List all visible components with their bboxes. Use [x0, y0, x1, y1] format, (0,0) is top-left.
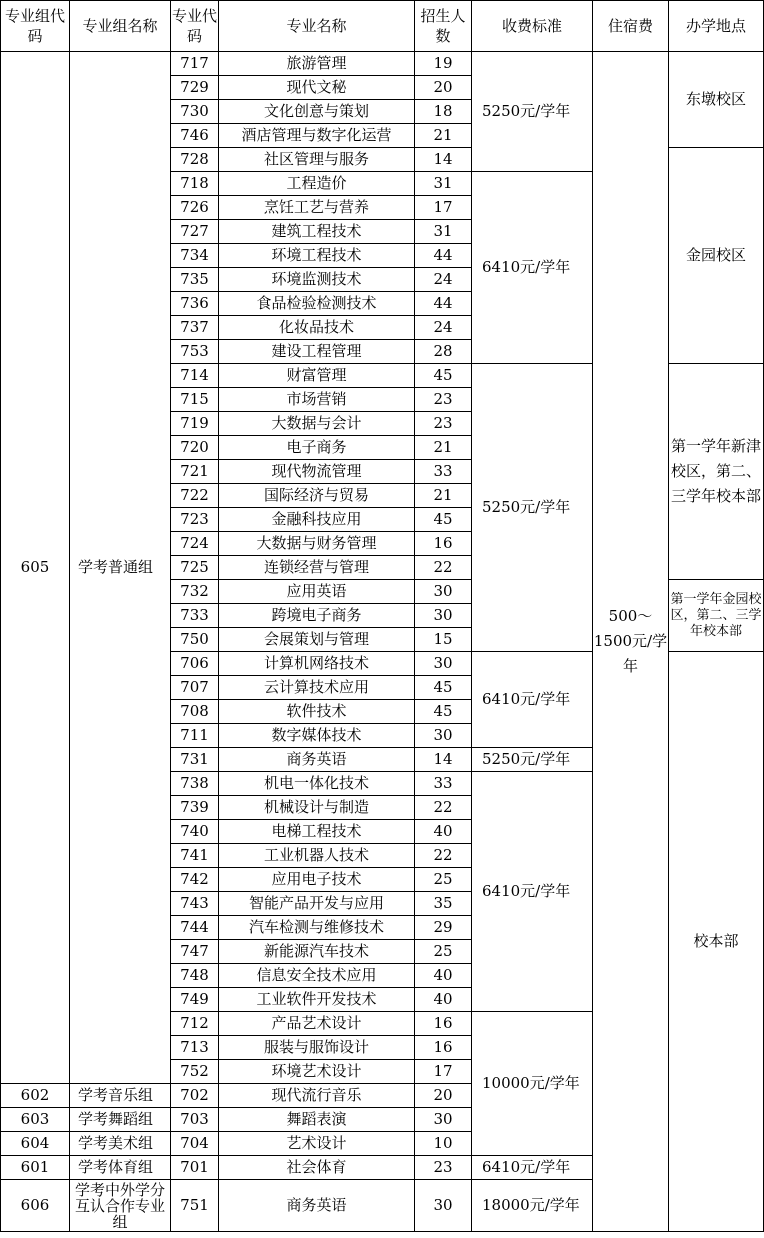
major-code-cell: 744 — [171, 916, 219, 940]
major-name-cell: 数字媒体技术 — [219, 724, 415, 748]
group-code-cell: 606 — [1, 1180, 70, 1232]
major-name-cell: 艺术设计 — [219, 1132, 415, 1156]
enroll-cell: 23 — [415, 412, 472, 436]
header-group-code: 专业组代码 — [1, 1, 70, 52]
major-name-cell: 财富管理 — [219, 364, 415, 388]
major-name-cell: 电梯工程技术 — [219, 820, 415, 844]
header-location: 办学地点 — [669, 1, 764, 52]
major-code-cell: 703 — [171, 1108, 219, 1132]
enroll-cell: 30 — [415, 652, 472, 676]
enroll-cell: 40 — [415, 820, 472, 844]
major-name-cell: 大数据与财务管理 — [219, 532, 415, 556]
header-group-name: 专业组名称 — [70, 1, 171, 52]
enroll-cell: 45 — [415, 508, 472, 532]
enroll-cell: 33 — [415, 772, 472, 796]
major-code-cell: 706 — [171, 652, 219, 676]
major-code-cell: 738 — [171, 772, 219, 796]
major-name-cell: 应用英语 — [219, 580, 415, 604]
enroll-cell: 23 — [415, 1156, 472, 1180]
major-name-cell: 环境艺术设计 — [219, 1060, 415, 1084]
enroll-cell: 30 — [415, 1180, 472, 1232]
major-code-cell: 725 — [171, 556, 219, 580]
enroll-cell: 30 — [415, 604, 472, 628]
major-name-cell: 信息安全技术应用 — [219, 964, 415, 988]
header-major-name: 专业名称 — [219, 1, 415, 52]
enroll-cell: 22 — [415, 796, 472, 820]
major-name-cell: 服装与服饰设计 — [219, 1036, 415, 1060]
major-code-cell: 736 — [171, 292, 219, 316]
location-cell: 东墩校区 — [669, 52, 764, 148]
tuition-cell: 6410元/学年 — [472, 652, 593, 748]
major-name-cell: 跨境电子商务 — [219, 604, 415, 628]
major-code-cell: 702 — [171, 1084, 219, 1108]
enroll-cell: 45 — [415, 364, 472, 388]
major-code-cell: 747 — [171, 940, 219, 964]
group-code-cell: 603 — [1, 1108, 70, 1132]
major-name-cell: 计算机网络技术 — [219, 652, 415, 676]
enroll-cell: 22 — [415, 556, 472, 580]
group-name-cell: 学考舞蹈组 — [70, 1108, 171, 1132]
tuition-cell: 10000元/学年 — [472, 1012, 593, 1156]
major-code-cell: 717 — [171, 52, 219, 76]
major-name-cell: 产品艺术设计 — [219, 1012, 415, 1036]
group-code-cell: 601 — [1, 1156, 70, 1180]
major-code-cell: 749 — [171, 988, 219, 1012]
major-code-cell: 742 — [171, 868, 219, 892]
major-name-cell: 机电一体化技术 — [219, 772, 415, 796]
enroll-cell: 31 — [415, 220, 472, 244]
major-name-cell: 商务英语 — [219, 1180, 415, 1232]
major-name-cell: 环境监测技术 — [219, 268, 415, 292]
major-code-cell: 737 — [171, 316, 219, 340]
major-code-cell: 715 — [171, 388, 219, 412]
tuition-cell: 18000元/学年 — [472, 1180, 593, 1232]
group-name-cell: 学考音乐组 — [70, 1084, 171, 1108]
major-code-cell: 721 — [171, 460, 219, 484]
enroll-cell: 24 — [415, 316, 472, 340]
major-name-cell: 大数据与会计 — [219, 412, 415, 436]
header-major-code: 专业代码 — [171, 1, 219, 52]
major-code-cell: 722 — [171, 484, 219, 508]
tuition-cell: 6410元/学年 — [472, 772, 593, 1012]
major-name-cell: 商务英语 — [219, 748, 415, 772]
enroll-cell: 18 — [415, 100, 472, 124]
header-enroll: 招生人数 — [415, 1, 472, 52]
major-name-cell: 金融科技应用 — [219, 508, 415, 532]
enroll-cell: 35 — [415, 892, 472, 916]
major-code-cell: 735 — [171, 268, 219, 292]
table-row — [1, 52, 764, 76]
major-name-cell: 现代流行音乐 — [219, 1084, 415, 1108]
header-tuition: 收费标准 — [472, 1, 593, 52]
location-cell: 第一学年新津校区，第二、三学年校本部 — [669, 364, 764, 580]
header-lodging: 住宿费 — [593, 1, 669, 52]
major-name-cell: 工业软件开发技术 — [219, 988, 415, 1012]
enroll-cell: 24 — [415, 268, 472, 292]
location-cell: 校本部 — [669, 652, 764, 1232]
enroll-cell: 19 — [415, 52, 472, 76]
enroll-cell: 14 — [415, 748, 472, 772]
major-code-cell: 731 — [171, 748, 219, 772]
major-code-cell: 740 — [171, 820, 219, 844]
major-name-cell: 汽车检测与维修技术 — [219, 916, 415, 940]
enroll-cell: 14 — [415, 148, 472, 172]
major-code-cell: 701 — [171, 1156, 219, 1180]
enroll-cell: 21 — [415, 436, 472, 460]
major-name-cell: 舞蹈表演 — [219, 1108, 415, 1132]
major-name-cell: 电子商务 — [219, 436, 415, 460]
major-name-cell: 连锁经营与管理 — [219, 556, 415, 580]
enroll-cell: 44 — [415, 244, 472, 268]
enroll-cell: 44 — [415, 292, 472, 316]
major-name-cell: 食品检验检测技术 — [219, 292, 415, 316]
major-name-cell: 工业机器人技术 — [219, 844, 415, 868]
enroll-cell: 33 — [415, 460, 472, 484]
enroll-cell: 31 — [415, 172, 472, 196]
enroll-cell: 15 — [415, 628, 472, 652]
major-name-cell: 文化创意与策划 — [219, 100, 415, 124]
enroll-cell: 45 — [415, 676, 472, 700]
enroll-cell: 23 — [415, 388, 472, 412]
enroll-cell: 17 — [415, 1060, 472, 1084]
major-code-cell: 750 — [171, 628, 219, 652]
major-name-cell: 市场营销 — [219, 388, 415, 412]
major-name-cell: 酒店管理与数字化运营 — [219, 124, 415, 148]
major-code-cell: 751 — [171, 1180, 219, 1232]
major-code-cell: 741 — [171, 844, 219, 868]
major-name-cell: 现代文秘 — [219, 76, 415, 100]
major-code-cell: 711 — [171, 724, 219, 748]
major-name-cell: 智能产品开发与应用 — [219, 892, 415, 916]
major-code-cell: 704 — [171, 1132, 219, 1156]
enroll-cell: 40 — [415, 964, 472, 988]
enroll-cell: 16 — [415, 532, 472, 556]
enroll-cell: 45 — [415, 700, 472, 724]
enroll-cell: 10 — [415, 1132, 472, 1156]
major-code-cell: 732 — [171, 580, 219, 604]
major-name-cell: 会展策划与管理 — [219, 628, 415, 652]
group-code-cell: 602 — [1, 1084, 70, 1108]
major-code-cell: 713 — [171, 1036, 219, 1060]
major-code-cell: 708 — [171, 700, 219, 724]
enroll-cell: 25 — [415, 868, 472, 892]
tuition-cell: 6410元/学年 — [472, 172, 593, 364]
major-code-cell: 727 — [171, 220, 219, 244]
tuition-cell: 5250元/学年 — [472, 748, 593, 772]
major-code-cell: 707 — [171, 676, 219, 700]
major-code-cell: 714 — [171, 364, 219, 388]
major-code-cell: 728 — [171, 148, 219, 172]
major-code-cell: 712 — [171, 1012, 219, 1036]
enroll-cell: 22 — [415, 844, 472, 868]
group-name-cell: 学考体育组 — [70, 1156, 171, 1180]
enroll-cell: 40 — [415, 988, 472, 1012]
enroll-cell: 30 — [415, 580, 472, 604]
major-code-cell: 746 — [171, 124, 219, 148]
major-code-cell: 739 — [171, 796, 219, 820]
tuition-cell: 5250元/学年 — [472, 52, 593, 172]
header-row — [1, 1, 764, 52]
tuition-cell: 6410元/学年 — [472, 1156, 593, 1180]
group-code-cell: 605 — [1, 52, 70, 1084]
major-name-cell: 烹饪工艺与营养 — [219, 196, 415, 220]
major-name-cell: 建设工程管理 — [219, 340, 415, 364]
location-cell: 第一学年金园校区，第二、三学年校本部 — [669, 580, 764, 652]
enroll-cell: 16 — [415, 1012, 472, 1036]
major-code-cell: 748 — [171, 964, 219, 988]
enroll-cell: 30 — [415, 1108, 472, 1132]
major-name-cell: 建筑工程技术 — [219, 220, 415, 244]
enroll-cell: 20 — [415, 76, 472, 100]
major-name-cell: 应用电子技术 — [219, 868, 415, 892]
group-name-cell: 学考中外学分互认合作专业组 — [70, 1180, 171, 1232]
major-name-cell: 化妆品技术 — [219, 316, 415, 340]
group-name-cell: 学考普通组 — [70, 52, 171, 1084]
major-name-cell: 工程造价 — [219, 172, 415, 196]
major-name-cell: 机械设计与制造 — [219, 796, 415, 820]
major-code-cell: 752 — [171, 1060, 219, 1084]
enroll-cell: 25 — [415, 940, 472, 964]
location-cell: 金园校区 — [669, 148, 764, 364]
enroll-cell: 21 — [415, 484, 472, 508]
major-code-cell: 723 — [171, 508, 219, 532]
enroll-cell: 30 — [415, 724, 472, 748]
enroll-cell: 28 — [415, 340, 472, 364]
enroll-cell: 29 — [415, 916, 472, 940]
enroll-cell: 20 — [415, 1084, 472, 1108]
major-code-cell: 726 — [171, 196, 219, 220]
major-code-cell: 718 — [171, 172, 219, 196]
major-name-cell: 软件技术 — [219, 700, 415, 724]
major-code-cell: 724 — [171, 532, 219, 556]
major-name-cell: 国际经济与贸易 — [219, 484, 415, 508]
major-code-cell: 734 — [171, 244, 219, 268]
enroll-cell: 16 — [415, 1036, 472, 1060]
major-code-cell: 743 — [171, 892, 219, 916]
major-name-cell: 旅游管理 — [219, 52, 415, 76]
enroll-cell: 17 — [415, 196, 472, 220]
major-name-cell: 社区管理与服务 — [219, 148, 415, 172]
major-name-cell: 环境工程技术 — [219, 244, 415, 268]
tuition-cell: 5250元/学年 — [472, 364, 593, 652]
major-code-cell: 753 — [171, 340, 219, 364]
major-code-cell: 733 — [171, 604, 219, 628]
lodging-fee-cell: 500～1500元/学年 — [593, 52, 669, 1232]
major-name-cell: 云计算技术应用 — [219, 676, 415, 700]
enroll-cell: 21 — [415, 124, 472, 148]
major-code-cell: 730 — [171, 100, 219, 124]
major-name-cell: 社会体育 — [219, 1156, 415, 1180]
major-code-cell: 729 — [171, 76, 219, 100]
major-name-cell: 现代物流管理 — [219, 460, 415, 484]
major-name-cell: 新能源汽车技术 — [219, 940, 415, 964]
major-code-cell: 720 — [171, 436, 219, 460]
major-code-cell: 719 — [171, 412, 219, 436]
group-code-cell: 604 — [1, 1132, 70, 1156]
group-name-cell: 学考美术组 — [70, 1132, 171, 1156]
